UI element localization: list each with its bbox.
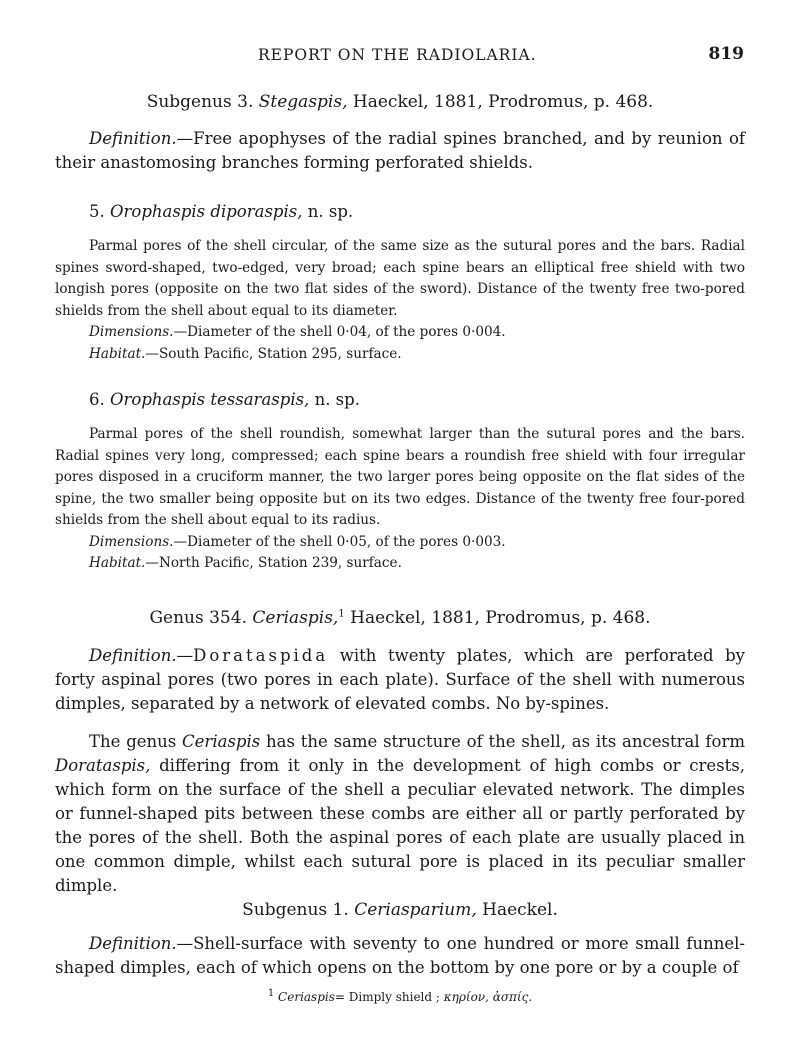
dimensions-text: —Diameter of the shell 0·05, of the pores 0·003. [173, 533, 506, 550]
para-ancestor: Dorataspis, [55, 756, 151, 775]
species-suffix: n. sp. [314, 390, 360, 409]
subgenus-citation: Haeckel. [482, 900, 558, 920]
definition-spaced-term: Dorataspida [193, 646, 329, 665]
subgenus-label: Subgenus 3. [146, 92, 254, 112]
subgenus-label: Subgenus 1. [242, 900, 349, 920]
genus-354-definition [55, 644, 745, 716]
genus-citation: Haeckel, 1881, Prodromus, p. 468. [350, 608, 651, 628]
subgenus-1-heading [55, 900, 745, 920]
genus-name: Ceriaspis, [252, 608, 339, 628]
habitat-line [55, 344, 745, 366]
genus-354-heading [55, 608, 745, 628]
habitat-label: Habitat. [89, 345, 146, 362]
para-rest: differing from it only in the development of high combs or crests, which form on the surface of the shell a peculiar elevated network. The dimples or funnel-shaped pits between these combs are either all or partly perforated by the pores of the shell. Both the aspinal pores of each plate are usually placed in one common dimple, whilst each sutural pore is placed in its peculiar smaller dimple. [55, 756, 745, 895]
subgenus-1-definition [55, 932, 745, 980]
habitat-label: Habitat. [89, 555, 146, 571]
description-text: Parmal pores of the shell roundish, somewhat larger than the sutural pores and the bars. Radial spines very long, compressed; each spine bears a roundish free shield with four irregular pores disposed in a cruciform manner, the two larger pores being opposite on the flat sides of the spine, the two smaller being opposite but on its two edges. Distance of the twenty free four-pored shields from the shell about equal to its radius. [55, 426, 745, 528]
dimensions-text: —Diameter of the shell 0·04, of the pores 0·004. [173, 324, 506, 340]
species-suffix: n. sp. [307, 202, 354, 221]
subgenus-3-heading [55, 92, 745, 112]
description-text: Parmal pores of the shell circular, of the same size as the sutural pores and the bars. Radial spines sword-shaped, two-edged, very broad; each spine bears an elliptical free shield with two longish pores (opposite on the two flat sides of the sword). Distance of the twenty free two-pored shields from the shell about equal to its diameter. [55, 238, 745, 319]
genus-354-paragraph [55, 730, 745, 898]
page-number: 819 [708, 44, 744, 64]
para-mid: has the same structure of the shell, as its ancestral form [260, 732, 745, 751]
species-5-heading [55, 202, 745, 221]
habitat-text: —North Pacific, Station 239, surface. [145, 555, 402, 571]
subgenus-3-definition [55, 127, 745, 175]
running-title: REPORT ON THE RADIOLARIA. [258, 46, 537, 64]
subgenus-name: Ceriasparium, [354, 900, 477, 920]
footnote-text: = Dimply shield ; [334, 990, 440, 1004]
footnote-greek: κηρίον, ἀσπίς. [443, 990, 533, 1004]
definition-text: —Free apophyses of the radial spines branched, and by reunion of their anastomosing branches forming perforated shields. [55, 129, 745, 172]
dimensions-label: Dimensions. [89, 324, 174, 340]
definition-label: Definition. [89, 129, 177, 148]
definition-dash: — [176, 646, 194, 665]
definition-label: Definition. [89, 934, 177, 953]
footnote-reference: 1 [338, 608, 345, 620]
definition-text: with twenty plates, which are perforated by forty aspinal pores (two pores in each plate). Surface of the shell with numerous dimples, separated by a network of elevated combs. No by-spines. [55, 646, 745, 713]
species-number: 6. [89, 390, 105, 409]
species-5-description [55, 236, 745, 365]
dimensions-line [55, 532, 745, 554]
definition-label: Definition. [89, 646, 177, 665]
dimensions-label: Dimensions. [89, 533, 174, 550]
footnote-term: Ceriaspis [278, 990, 335, 1004]
dimensions-line [55, 322, 745, 344]
species-6-heading [55, 390, 745, 409]
para-start: The genus [89, 732, 183, 751]
para-genus: Ceriaspis [182, 732, 261, 751]
footnote [0, 988, 800, 1004]
species-name: Orophaspis tessaraspis, [110, 390, 310, 409]
subgenus-name: Stegaspis, [258, 92, 348, 112]
footnote-mark: 1 [267, 988, 275, 999]
species-number: 5. [89, 202, 105, 221]
running-head [0, 46, 800, 70]
subgenus-citation: Haeckel, 1881, Prodromus, p. 468. [352, 92, 654, 112]
genus-label: Genus 354. [149, 608, 247, 628]
species-name: Orophaspis diporaspis, [110, 202, 303, 221]
habitat-line [55, 553, 745, 575]
definition-text: —Shell-surface with seventy to one hundred or more small funnel-shaped dimples, each of which opens on the bottom by one pore or by a couple of [55, 934, 745, 977]
species-6-description [55, 424, 745, 575]
habitat-text: —South Pacific, Station 295, surface. [145, 345, 402, 362]
